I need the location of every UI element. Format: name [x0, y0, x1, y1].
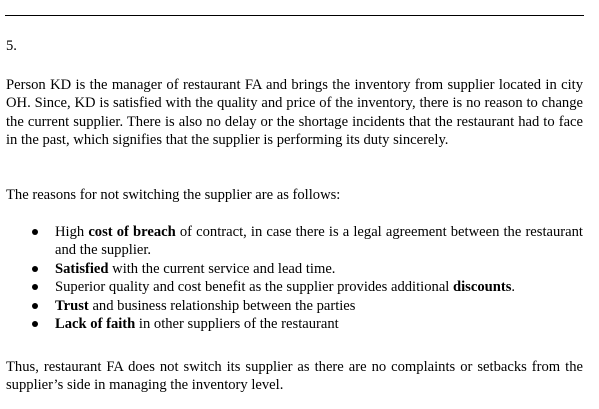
- reason-keyword: Lack of faith: [55, 316, 136, 333]
- reason-item-lack-of-faith: [30, 315, 583, 333]
- top-divider: [5, 15, 584, 16]
- reason-keyword: Trust: [55, 297, 89, 314]
- bullet-icon: [32, 284, 38, 290]
- reason-text: Superior quality and cost benefit as the supplier provides additional: [55, 279, 453, 296]
- reasons-list: [30, 223, 583, 333]
- reasons-heading: The reasons for not switching the supplier are as follows:: [6, 187, 341, 203]
- bullet-icon: [32, 321, 38, 327]
- reason-text: in other suppliers of the restaurant: [135, 316, 339, 333]
- reason-text: and business relationship between the parties: [88, 297, 356, 314]
- bullet-icon: [32, 229, 38, 235]
- reason-text: .: [511, 279, 516, 296]
- reason-item-discounts: [30, 278, 583, 296]
- reason-text: of contract, in case there is a legal agreement between the restaurant and the supplier.: [55, 224, 583, 259]
- intro-paragraph: Person KD is the manager of restaurant FA and brings the inventory from supplier located in city OH. Since, KD is satisfied with the quality and price of the inventory, there is no reason to change the current supplier. There is also no delay or the shortage incidents that the restaurant had to face in the past, which signifies that the supplier is performing its duty sincerely.: [6, 77, 583, 149]
- question-number: 5.: [6, 38, 17, 54]
- reason-keyword: discounts: [453, 279, 512, 296]
- conclusion-paragraph: Thus, restaurant FA does not switch its supplier as there are no complaints or setbacks from the supplier’s side in managing the inventory level.: [6, 359, 583, 394]
- reason-item-trust: [30, 297, 583, 315]
- reason-item-cost-of-breach: [30, 223, 583, 260]
- reason-item-satisfied: [30, 260, 583, 278]
- reason-text: with the current service and lead time.: [108, 260, 336, 277]
- reason-text: High: [55, 224, 89, 240]
- bullet-icon: [32, 266, 38, 272]
- reason-keyword: cost of breach: [88, 224, 176, 240]
- bullet-icon: [32, 303, 38, 309]
- reason-keyword: Satisfied: [55, 260, 109, 277]
